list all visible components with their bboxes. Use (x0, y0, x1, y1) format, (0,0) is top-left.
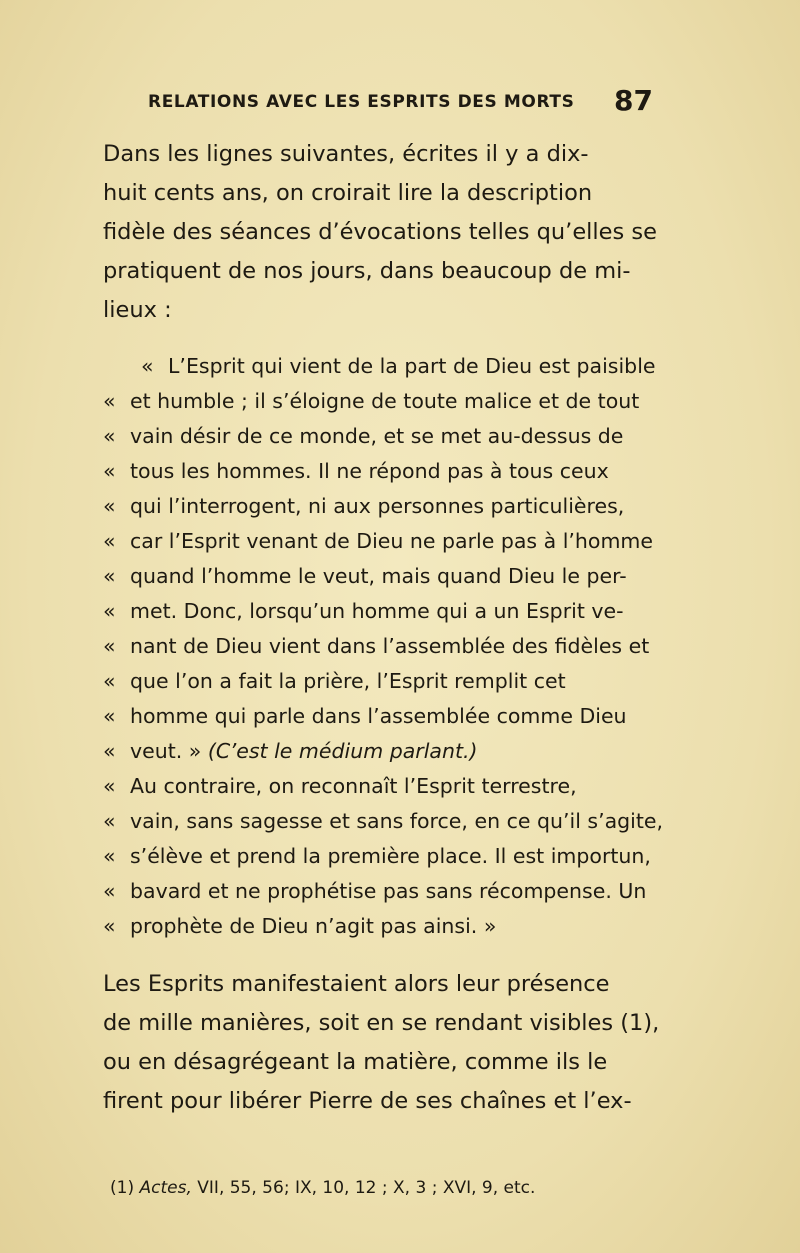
quote-line (103, 529, 653, 553)
guillemet: « (103, 704, 116, 728)
page-header (148, 86, 653, 120)
footnote (110, 1178, 535, 1198)
guillemet: « (103, 424, 116, 448)
quote-line (103, 669, 566, 693)
quote-text: nant de Dieu vient dans l’assemblée des fidèles et (130, 634, 650, 658)
quote-text: veut. » (130, 739, 208, 763)
quote-line (103, 739, 478, 763)
quote-line (103, 389, 639, 413)
quote-line (103, 844, 651, 868)
guillemet: « (103, 669, 116, 693)
guillemet: « (103, 739, 116, 763)
quote-text: et humble ; il s’éloigne de toute malice et de tout (130, 389, 640, 413)
guillemet: « (103, 494, 116, 518)
text-line: Les Esprits manifestaient alors leur présence (103, 971, 610, 997)
footnote-references: VII, 55, 56; IX, 10, 12 ; X, 3 ; XVI, 9, etc. (197, 1178, 536, 1198)
italic-aside: (C’est le médium parlant.) (207, 739, 478, 763)
text-line: Dans les lignes suivantes, écrites il y a dix- (103, 141, 589, 167)
quote-line (103, 599, 624, 623)
footnote-number: (1) (110, 1178, 135, 1198)
quote-text: met. Donc, lorsqu’un homme qui a un Esprit ve- (130, 599, 624, 623)
quote-line (103, 774, 577, 798)
quote-text: tous les hommes. Il ne répond pas à tous ceux (130, 459, 609, 483)
quote-text: homme qui parle dans l’assemblée comme Dieu (130, 704, 627, 728)
quote-text: qui l’interrogent, ni aux personnes particulières, (130, 494, 625, 518)
guillemet: « (141, 354, 154, 378)
text-line: de mille manières, soit en se rendant visibles (1), (103, 1010, 660, 1036)
guillemet: « (103, 529, 116, 553)
guillemet: « (103, 459, 116, 483)
quote-text: vain désir de ce monde, et se met au-dessus de (130, 424, 624, 448)
text-line: huit cents ans, on croirait lire la description (103, 180, 593, 206)
text-line: fidèle des séances d’évocations telles qu’elles se (103, 219, 657, 245)
quote-line (103, 879, 646, 903)
quote-text: car l’Esprit venant de Dieu ne parle pas à l’homme (130, 529, 654, 553)
text-line: pratiquent de nos jours, dans beaucoup de mi- (103, 258, 631, 284)
page-number: 87 (614, 84, 653, 117)
text-line: lieux : (103, 297, 172, 323)
quote-line (103, 634, 649, 658)
quote-text: s’élève et prend la première place. Il est importun, (130, 844, 651, 868)
guillemet: « (103, 774, 116, 798)
quote-text: quand l’homme le veut, mais quand Dieu le per- (130, 564, 627, 588)
text-line: firent pour libérer Pierre de ses chaînes et l’ex- (103, 1088, 632, 1114)
text-line: ou en désagrégeant la matière, comme ils le (103, 1049, 608, 1075)
quote-text: prophète de Dieu n’agit pas ainsi. » (130, 914, 497, 938)
guillemet: « (103, 809, 116, 833)
quote-line (103, 424, 623, 448)
quote-line (103, 564, 627, 588)
quote-line (103, 704, 627, 728)
quote-line (103, 914, 496, 938)
guillemet: « (103, 564, 116, 588)
quote-line (103, 809, 663, 833)
quote-text: vain, sans sagesse et sans force, en ce qu’il s’agite, (130, 809, 664, 833)
guillemet: « (103, 844, 116, 868)
quote-text: L’Esprit qui vient de la part de Dieu est paisible (168, 354, 656, 378)
quote-text: Au contraire, on reconnaît l’Esprit terrestre, (130, 774, 577, 798)
guillemet: « (103, 599, 116, 623)
quote-line (141, 354, 656, 378)
running-title: RELATIONS AVEC LES ESPRITS DES MORTS (148, 92, 575, 112)
quote-line (103, 459, 609, 483)
quote-line (103, 494, 624, 518)
footnote-source: Actes, (139, 1178, 192, 1198)
guillemet: « (103, 914, 116, 938)
guillemet: « (103, 634, 116, 658)
quote-text: bavard et ne prophétise pas sans récompense. Un (130, 879, 647, 903)
guillemet: « (103, 879, 116, 903)
guillemet: « (103, 389, 116, 413)
quote-text: que l’on a fait la prière, l’Esprit remplit cet (130, 669, 566, 693)
